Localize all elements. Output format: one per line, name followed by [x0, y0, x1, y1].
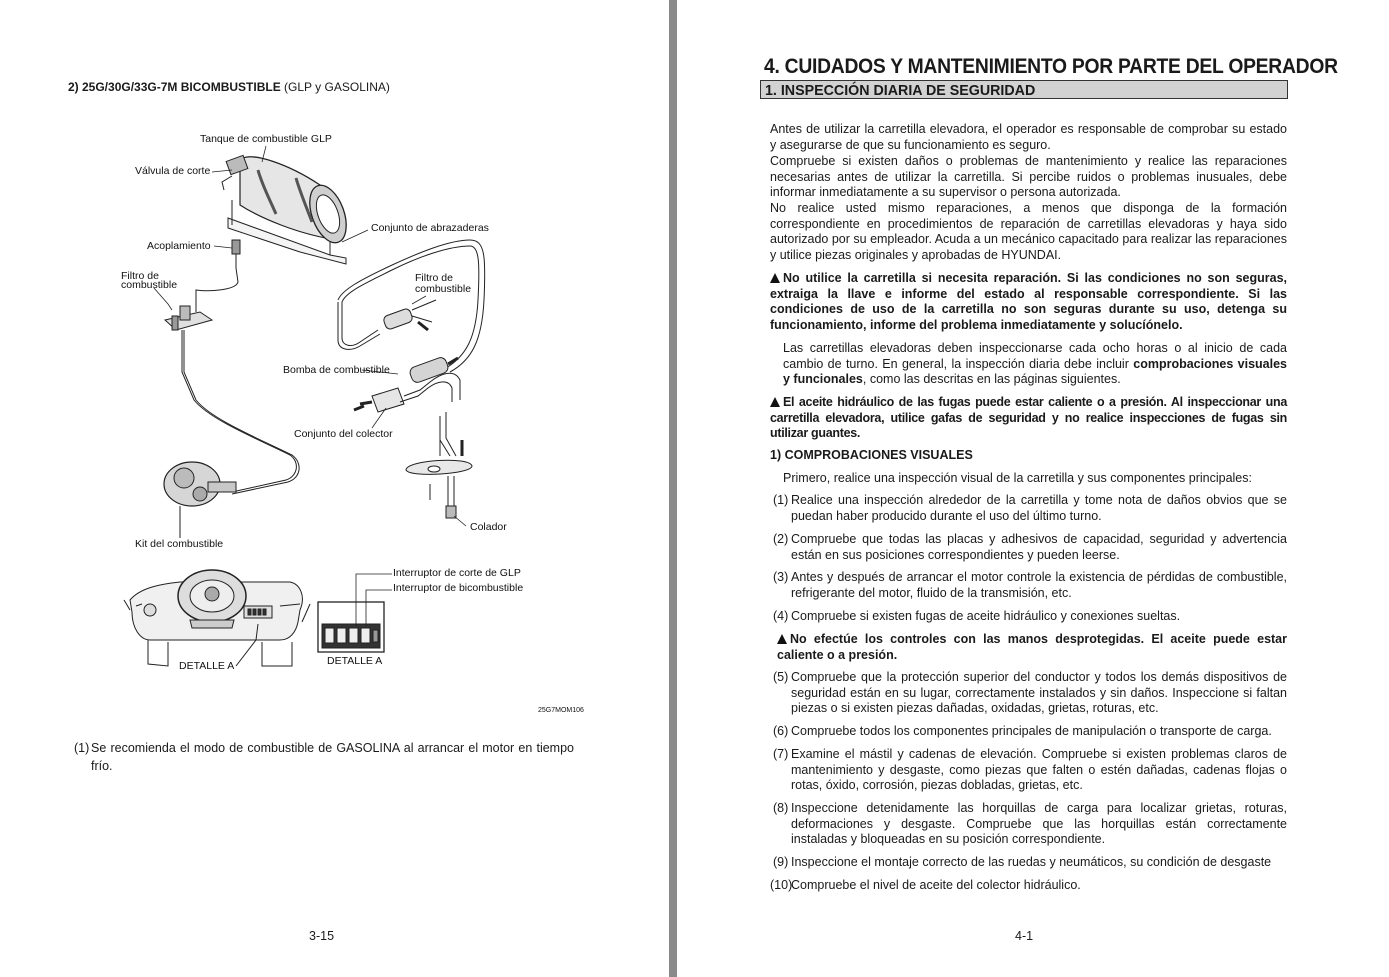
visual-checks-heading: 1) COMPROBACIONES VISUALES	[770, 448, 973, 462]
section-title-text: 1. INSPECCIÓN DIARIA DE SEGURIDAD	[765, 82, 1036, 99]
fuel-system-diagram	[0, 0, 669, 977]
item-number: (7)	[773, 747, 789, 761]
figure-code: 25G7MOM106	[538, 707, 584, 714]
list-item	[773, 747, 1287, 794]
page-number-right: 4-1	[1015, 929, 1034, 943]
inspection-paragraph-b: , como las descritas en las páginas siguientes.	[862, 372, 1121, 387]
list-item	[773, 570, 1287, 601]
label-cutoff-valve: Válvula de corte	[135, 165, 211, 177]
item-number: (2)	[773, 532, 789, 546]
label-clamp-assembly: Conjunto de abrazaderas	[371, 222, 489, 234]
section-heading-fuel: (GLP y GASOLINA)	[280, 80, 390, 94]
right-page	[677, 0, 1389, 977]
intro-paragraph-2: Compruebe si existen daños o problemas de mantenimiento y realice las reparaciones necesarias antes de utilizar la carretilla. Si percibe ruidos o problemas inusuales, debe informar inmediatamente a su supervisor o persona autorizada.	[770, 154, 1287, 200]
item-text: Antes y después de arrancar el motor controle la existencia de pérdidas de combustible, refrigerante del motor, fluido de la transmisión, etc.	[791, 570, 1287, 600]
warning-2-text: El aceite hidráulico de las fugas puede estar caliente o a presión. Al inspeccionar una carretilla elevadora, utilice gafas de seguridad y no realice inspecciones de fugas sin utilizar guantes.	[770, 395, 1287, 441]
item-text: Inspeccione el montaje correcto de las ruedas y neumáticos, su condición de desgaste	[791, 855, 1272, 869]
item-number: (6)	[773, 724, 789, 738]
item-number: (1)	[773, 493, 789, 507]
list-item	[773, 609, 1287, 625]
warning-icon	[770, 397, 780, 407]
item-number: (9)	[773, 855, 789, 869]
label-fuel-kit: Kit del combustible	[135, 538, 224, 550]
section-title	[760, 80, 1288, 99]
item-text: Compruebe que todas las placas y adhesivos de capacidad, seguridad y advertencia están en sus posiciones correspondientes y pueden leerse.	[791, 532, 1287, 562]
warning-3	[777, 632, 1287, 663]
list-item	[773, 532, 1287, 563]
label-lpg-cutoff-switch: Interruptor de corte de GLP	[393, 567, 521, 579]
item-text: Examine el mástil y cadenas de elevación. Compruebe si existen problemas claros de mantenimiento y desgaste, como piezas que falten o estén dañadas, cadenas flojas o rotas, óxido, corrosión, piezas dobladas, grietas, etc.	[791, 747, 1287, 793]
item-text: Inspeccione detenidamente las horquillas de carga para localizar grietas, roturas, deformaciones y desgaste. Compruebe que las horquillas están correctamente instaladas y bloqueadas en su posición correspondiente.	[791, 801, 1287, 847]
label-coupling: Acoplamiento	[147, 240, 211, 252]
label-detail-a-left: DETALLE A	[179, 660, 235, 672]
note-1-text: Se recomienda el modo de combustible de GASOLINA al arrancar el motor en tiempo frío.	[91, 741, 574, 773]
chapter-title: 4. CUIDADOS Y MANTENIMIENTO POR PARTE DEL OPERADOR	[764, 55, 1338, 78]
intro-paragraph-1: Antes de utilizar la carretilla elevadora, el operador es responsable de comprobar su estado y asegurarse de que su funcionamiento es seguro.	[770, 122, 1287, 152]
warning-icon	[770, 273, 780, 283]
note-1-number: (1)	[74, 741, 90, 755]
label-fuel-pump: Bomba de combustible	[283, 364, 390, 376]
page-number-left: 3-15	[309, 929, 335, 943]
inspection-paragraph-a: Las carretillas elevadoras deben inspeccionarse cada ocho horas o al inicio de cada cambio de turno. En general, la inspección diaria debe incluir	[783, 341, 1287, 371]
left-page	[0, 0, 669, 977]
list-item	[773, 670, 1287, 717]
intro-paragraph-3: No realice usted mismo reparaciones, a menos que disponga de la formación correspondiente en procedimientos de reparación de carretillas elevadoras y haya sido autorizado por su empleador. Acuda a un mecánico capacitado para realizar las reparaciones y utilice piezas originales y aprobadas de HYUNDAI.	[770, 201, 1287, 262]
list-item	[773, 855, 1287, 871]
label-bifuel-switch: Interruptor de bicombustible	[393, 582, 524, 594]
label-fuel-filter-left-2: combustible	[121, 279, 178, 291]
item-number: (4)	[773, 609, 789, 623]
note-1	[74, 739, 574, 775]
label-fuel-filter-right-1: Filtro de	[415, 272, 453, 284]
item-text: Compruebe que la protección superior del conductor y todos los demás dispositivos de seguridad están en su lugar, correctamente instalados y sin daños. Inspeccione si faltan piezas o si existen piezas dañadas, oxidadas, grietas, roturas, etc.	[791, 670, 1287, 716]
item-text: Compruebe el nivel de aceite del colector hidráulico.	[791, 878, 1081, 892]
page-gutter	[669, 0, 677, 977]
warning-1	[770, 271, 1287, 333]
warning-3-text: No efectúe los controles con las manos desprotegidas. El aceite puede estar caliente o a presión.	[777, 632, 1287, 662]
item-number: (8)	[773, 801, 789, 815]
list-item	[773, 493, 1287, 524]
inspection-paragraph	[783, 341, 1287, 388]
label-fuel-filter-left-1: Filtro de	[121, 270, 159, 282]
label-strainer: Colador	[470, 521, 507, 533]
label-detail-a-right: DETALLE A	[327, 655, 383, 667]
warning-1-text: No utilice la carretilla si necesita reparación. Si las condiciones no son seguras, extraiga la llave e informe del estado al responsable correspondiente. Si las condiciones de uso de la carretilla no son seguras durante su uso, detenga su funcionamiento, informe del problema inmediatamente y solucíónelo.	[770, 271, 1287, 332]
list-item	[770, 878, 1287, 894]
item-number: (5)	[773, 670, 789, 684]
item-text: Compruebe si existen fugas de aceite hidráulico y conexiones sueltas.	[791, 609, 1181, 623]
item-text: Compruebe todos los componentes principales de manipulación o transporte de carga.	[791, 724, 1272, 738]
list-item	[773, 801, 1287, 848]
warning-2	[770, 395, 1287, 442]
section-heading-model: 2) 25G/30G/33G-7M BICOMBUSTIBLE	[68, 80, 281, 94]
warning-icon	[777, 634, 787, 644]
label-manifold-assembly: Conjunto del colector	[294, 428, 393, 440]
list-item	[773, 724, 1287, 740]
label-fuel-filter-right-2: combustible	[415, 283, 472, 295]
item-number: (3)	[773, 570, 789, 584]
label-lpg-tank: Tanque de combustible GLP	[200, 133, 332, 145]
item-number: (10)	[770, 878, 793, 892]
item-text: Realice una inspección alrededor de la carretilla y tome nota de daños obvios que se puedan haber producido durante el uso del último turno.	[791, 493, 1287, 523]
inspection-paragraph-bold: comprobaciones visuales y funcionales	[783, 356, 1287, 387]
visual-checks-intro: Primero, realice una inspección visual de la carretilla y sus componentes principales:	[783, 471, 1252, 485]
